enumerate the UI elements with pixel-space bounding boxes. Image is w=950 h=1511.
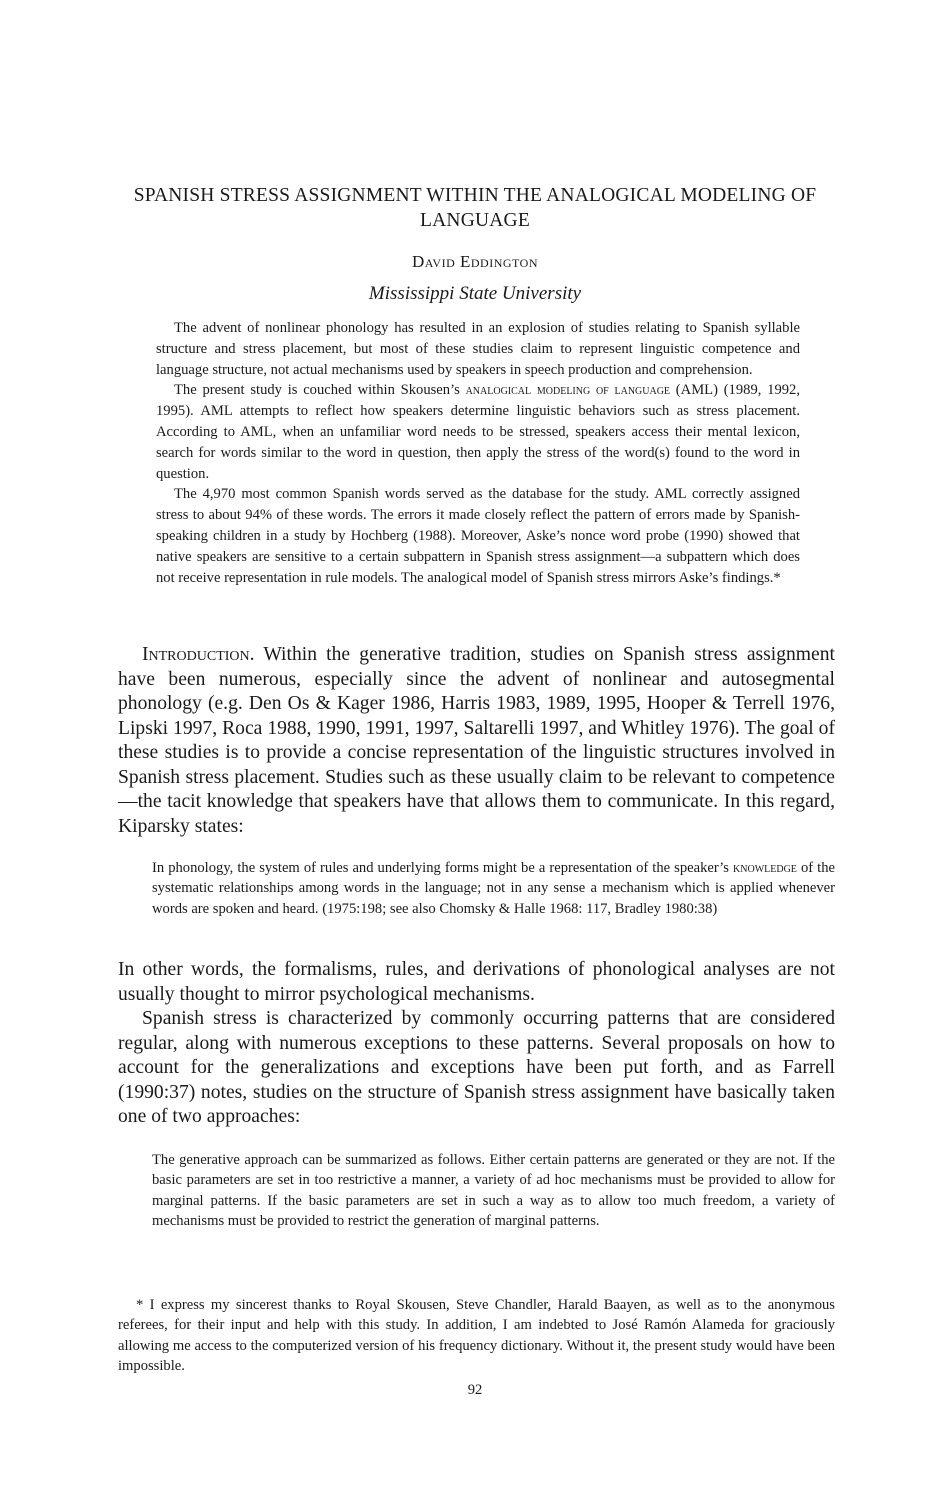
body-paragraphs [118, 958, 835, 1130]
knowledge-term: knowledge [733, 860, 797, 876]
abstract-paragraph-2 [156, 380, 800, 484]
abstract-text: (AML) (1989, 1992, 1995). AML attempts to reflect how speakers determine linguistic behaviors such as stress placement. According to AML, when an unfamiliar word needs to be stressed, speakers access their mental lexicon, search for words similar to the word in question, then apply the stress of the word(s) found to the word in question. [156, 382, 800, 482]
introduction-paragraph [118, 643, 835, 839]
abstract-paragraph-3: The 4,970 most common Spanish words served as the database for the study. AML correctly assigned stress to about 94% of these words. The errors it made closely reflect the pattern of errors made by Spanish-speaking children in a study by Hochberg (1988). Moreover, Aske’s nonce word probe (1990) showed that native speakers are sensitive to a certain subpattern in Spanish stress assignment—a subpattern which does not receive representation in rule models. The analogical model of Spanish stress mirrors Aske’s findings.* [156, 486, 800, 586]
quote-paragraph: The generative approach can be summarized as follows. Either certain patterns are generated or they are not. If the basic parameters are set in too restrictive a manner, a variety of ad hoc mechanisms must be provided to allow for marginal patterns. If the basic parameters are set in such a way as to allow too much freedom, a variety of mechanisms must be provided to restrict the generation of marginal patterns. [152, 1152, 835, 1229]
footnote [118, 1295, 835, 1376]
block-quote-kiparsky [152, 858, 835, 919]
page-number: 92 [467, 1382, 483, 1398]
quote-text: of the systematic relationships among words in the language; not in any sense a mechanism which is applied whenever words are spoken and heard. (1975:198; see also Chomsky & Halle 1968: 117, Bradley 1980:38) [152, 860, 835, 917]
author-name: David Eddington [412, 252, 538, 271]
aml-term: analogical modeling of language [465, 382, 671, 399]
author-affiliation: Mississippi State University [368, 283, 582, 304]
intro-paragraph [118, 643, 835, 839]
section-heading-introduction: Introduction. [142, 644, 255, 665]
block-quote-farrell [152, 1150, 835, 1231]
footnote-text: * I express my sincerest thanks to Royal Skousen, Steve Chandler, Harald Baayen, as well as to the anonymous referees, for their input and help with this study. In addition, I am indebted to José Ramón Alameda for graciously allowing me access to the computerized version of his frequency dictionary. Without it, the present study would have been impossible. [118, 1297, 835, 1374]
paragraph-other-words: In other words, the formalisms, rules, and derivations of phonological analyses are not usually thought to mirror psychological mechanisms. [118, 959, 835, 1005]
abstract-text: The present study is couched within Skousen’s [174, 382, 466, 399]
abstract-paragraph-1: The advent of nonlinear phonology has resulted in an explosion of studies relating to Spanish syllable structure and stress placement, but most of these studies claim to represent linguistic competence and language structure, not actual mechanisms used by speakers in speech production and comprehension. [156, 320, 800, 378]
article-title: SPANISH STRESS ASSIGNMENT WITHIN THE ANALOGICAL MODELING OF LANGUAGE [133, 185, 817, 231]
paragraph-spanish-stress: Spanish stress is characterized by commonly occurring patterns that are considered regular, along with numerous exceptions to these patterns. Several proposals on how to account for the generalizations and exceptions have been put forth, and as Farrell (1990:37) notes, studies on the structure of Spanish stress assignment have basically taken one of two approaches: [118, 1008, 835, 1127]
quote-paragraph [152, 858, 835, 919]
abstract [156, 318, 800, 588]
quote-text: In phonology, the system of rules and underlying forms might be a representation of the speaker’s [152, 860, 734, 876]
intro-text: Within the generative tradition, studies on Spanish stress assignment have been numerous, especially since the advent of nonlinear and autosegmental phonology (e.g. Den Os & Kager 1986, Harris 1983, 1989, 1995, Hooper & Terrell 1976, Lipski 1997, Roca 1988, 1990, 1991, 1997, Saltarelli 1997, and Whitley 1976). The goal of these studies is to provide a concise representation of the linguistic structures involved in Spanish stress placement. Studies such as these usually claim to be relevant to competence—the tacit knowledge that speakers have that allows them to communicate. In this regard, Kiparsky states: [118, 644, 835, 837]
